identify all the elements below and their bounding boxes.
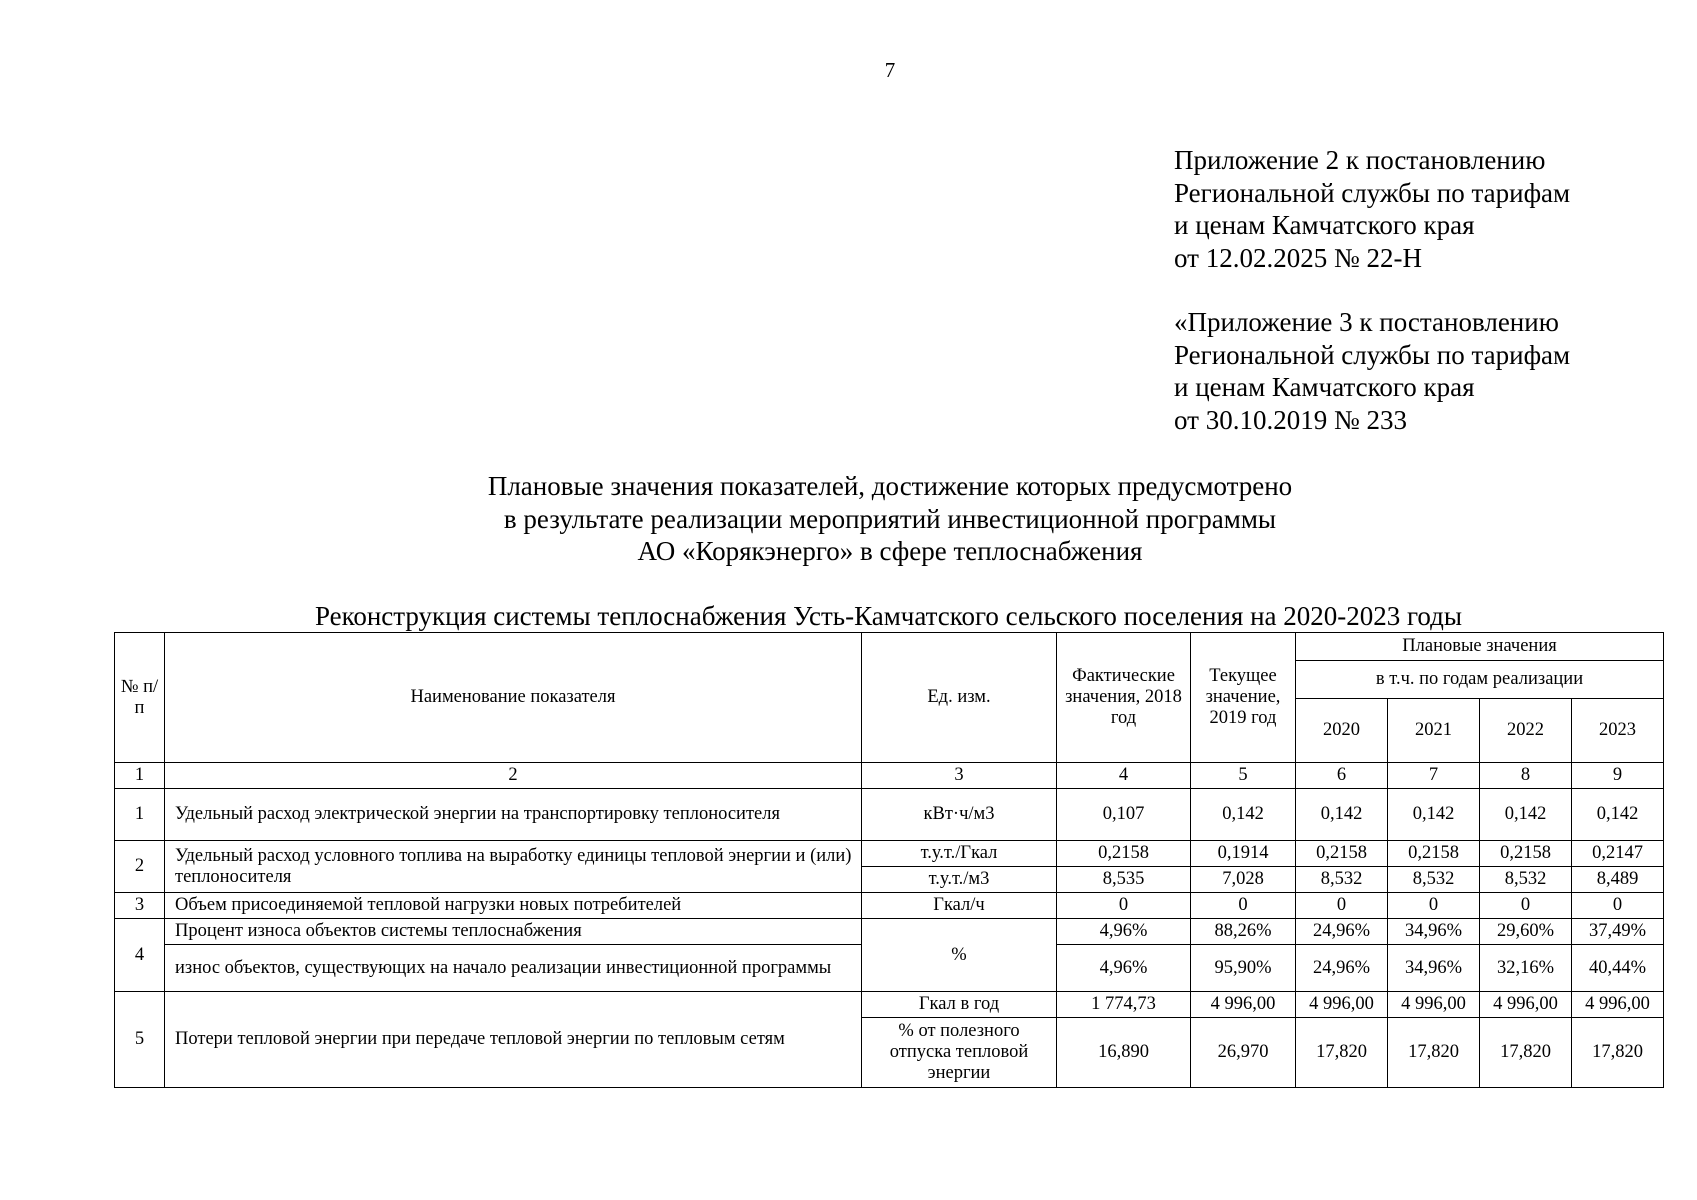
column-number: 7 [1388, 763, 1480, 789]
appendix-line: и ценам Камчатского края [1174, 372, 1475, 402]
title-line: в результате реализации мероприятий инвестиционной программы [503, 503, 1277, 534]
header-year: 2020 [1296, 699, 1388, 763]
value-cell: 4,96% [1057, 945, 1191, 992]
appendix-line: от 12.02.2025 № 22-Н [1174, 242, 1422, 273]
indicator-name: Потери тепловой энергии при передаче тепловой энергии по тепловым сетям [165, 992, 862, 1088]
value-cell: 0,142 [1191, 789, 1296, 841]
indicator-unit: % [862, 919, 1057, 992]
value-cell: 26,970 [1191, 1018, 1296, 1088]
indicator-name: износ объектов, существующих на начало реализации инвестиционной программы [165, 945, 862, 992]
column-number: 9 [1572, 763, 1664, 789]
row-number: 1 [115, 789, 165, 841]
value-cell: 4 996,00 [1296, 992, 1388, 1018]
value-cell: 0 [1388, 893, 1480, 919]
header-current: Текущее значение, 2019 год [1191, 633, 1296, 763]
value-cell: 37,49% [1572, 919, 1664, 945]
value-cell: 0,142 [1480, 789, 1572, 841]
row-number: 4 [115, 919, 165, 992]
value-cell: 34,96% [1388, 919, 1480, 945]
appendix-line: от 30.10.2019 № 233 [1174, 404, 1407, 435]
value-cell: 4 996,00 [1388, 992, 1480, 1018]
value-cell: 4 996,00 [1480, 992, 1572, 1018]
value-cell: 0,142 [1296, 789, 1388, 841]
value-cell: 34,96% [1388, 945, 1480, 992]
header-year: 2021 [1388, 699, 1480, 763]
value-cell: 0 [1572, 893, 1664, 919]
column-number: 8 [1480, 763, 1572, 789]
value-cell: 29,60% [1480, 919, 1572, 945]
table-row [115, 789, 1664, 841]
value-cell: 17,820 [1480, 1018, 1572, 1088]
column-number: 6 [1296, 763, 1388, 789]
indicator-name: Процент износа объектов системы теплоснабжения [165, 919, 862, 945]
appendix-reference-original [1174, 306, 1570, 436]
indicator-unit: т.у.т./Гкал [862, 841, 1057, 867]
header-by-years: в т.ч. по годам реализации [1296, 661, 1664, 699]
table-row [115, 893, 1664, 919]
value-cell: 0,107 [1057, 789, 1191, 841]
appendix-reference [1174, 144, 1570, 274]
value-cell: 4 996,00 [1191, 992, 1296, 1018]
indicator-name: Удельный расход условного топлива на выработку единицы тепловой энергии и (или) теплоносителя [165, 841, 862, 893]
value-cell: 0 [1296, 893, 1388, 919]
header-actual: Фактические значения, 2018 год [1057, 633, 1191, 763]
column-number: 5 [1191, 763, 1296, 789]
column-numbers-row [115, 763, 1664, 789]
value-cell: 24,96% [1296, 919, 1388, 945]
table-row [115, 919, 1664, 945]
value-cell: 40,44% [1572, 945, 1664, 992]
value-cell: 95,90% [1191, 945, 1296, 992]
header-year: 2023 [1572, 699, 1664, 763]
value-cell: 0,142 [1572, 789, 1664, 841]
value-cell: 0,1914 [1191, 841, 1296, 867]
indicator-unit: т.у.т./м3 [862, 867, 1057, 893]
column-number: 3 [862, 763, 1057, 789]
value-cell: 17,820 [1572, 1018, 1664, 1088]
value-cell: 24,96% [1296, 945, 1388, 992]
value-cell: 8,535 [1057, 867, 1191, 893]
header-name: Наименование показателя [165, 633, 862, 763]
indicator-unit: Гкал/ч [862, 893, 1057, 919]
column-number: 1 [115, 763, 165, 789]
value-cell: 0,2158 [1296, 841, 1388, 867]
table-title: Реконструкция системы теплоснабжения Усть-Камчатского сельского поселения на 2020-2023 годы [314, 601, 1463, 631]
value-cell: 88,26% [1191, 919, 1296, 945]
title-line: АО «Корякэнерго» в сфере теплоснабжения [637, 536, 1143, 566]
value-cell: 0 [1480, 893, 1572, 919]
value-cell: 16,890 [1057, 1018, 1191, 1088]
appendix-line: Приложение 2 к постановлению [1174, 145, 1546, 175]
value-cell: 1 774,73 [1057, 992, 1191, 1018]
title-line: Плановые значения показателей, достижение которых предусмотрено [487, 471, 1293, 501]
value-cell: 32,16% [1480, 945, 1572, 992]
value-cell: 8,532 [1388, 867, 1480, 893]
header-num: № п/п [115, 633, 165, 763]
value-cell: 8,489 [1572, 867, 1664, 893]
column-number: 4 [1057, 763, 1191, 789]
value-cell: 0,2158 [1480, 841, 1572, 867]
value-cell: 17,820 [1296, 1018, 1388, 1088]
appendix-line: Региональной службы по тарифам [1174, 177, 1571, 208]
document-title [0, 470, 1697, 568]
value-cell: 0,142 [1388, 789, 1480, 841]
column-number: 2 [165, 763, 862, 789]
indicator-unit: % от полезного отпуска тепловой энергии [862, 1018, 1057, 1088]
row-number: 3 [115, 893, 165, 919]
appendix-line: «Приложение 3 к постановлению [1174, 307, 1559, 337]
row-number: 5 [115, 992, 165, 1088]
value-cell: 4,96% [1057, 919, 1191, 945]
value-cell: 7,028 [1191, 867, 1296, 893]
value-cell: 17,820 [1388, 1018, 1480, 1088]
value-cell: 0,2158 [1388, 841, 1480, 867]
appendix-line: Региональной службы по тарифам [1174, 339, 1571, 370]
value-cell: 0 [1057, 893, 1191, 919]
header-unit: Ед. изм. [862, 633, 1057, 763]
value-cell: 0,2158 [1057, 841, 1191, 867]
indicators-table [114, 632, 1664, 1088]
value-cell: 8,532 [1296, 867, 1388, 893]
table-row [115, 992, 1664, 1018]
indicator-name: Объем присоединяемой тепловой нагрузки новых потребителей [165, 893, 862, 919]
header-year: 2022 [1480, 699, 1572, 763]
indicator-unit: кВт·ч/м3 [862, 789, 1057, 841]
value-cell: 4 996,00 [1572, 992, 1664, 1018]
appendix-line: и ценам Камчатского края [1174, 210, 1475, 240]
indicator-unit: Гкал в год [862, 992, 1057, 1018]
page-number: 7 [884, 58, 896, 82]
value-cell: 0 [1191, 893, 1296, 919]
value-cell: 8,532 [1480, 867, 1572, 893]
indicator-name: Удельный расход электрической энергии на транспортировку теплоносителя [165, 789, 862, 841]
value-cell: 0,2147 [1572, 841, 1664, 867]
header-planned: Плановые значения [1296, 633, 1664, 661]
table-row [115, 841, 1664, 867]
row-number: 2 [115, 841, 165, 893]
